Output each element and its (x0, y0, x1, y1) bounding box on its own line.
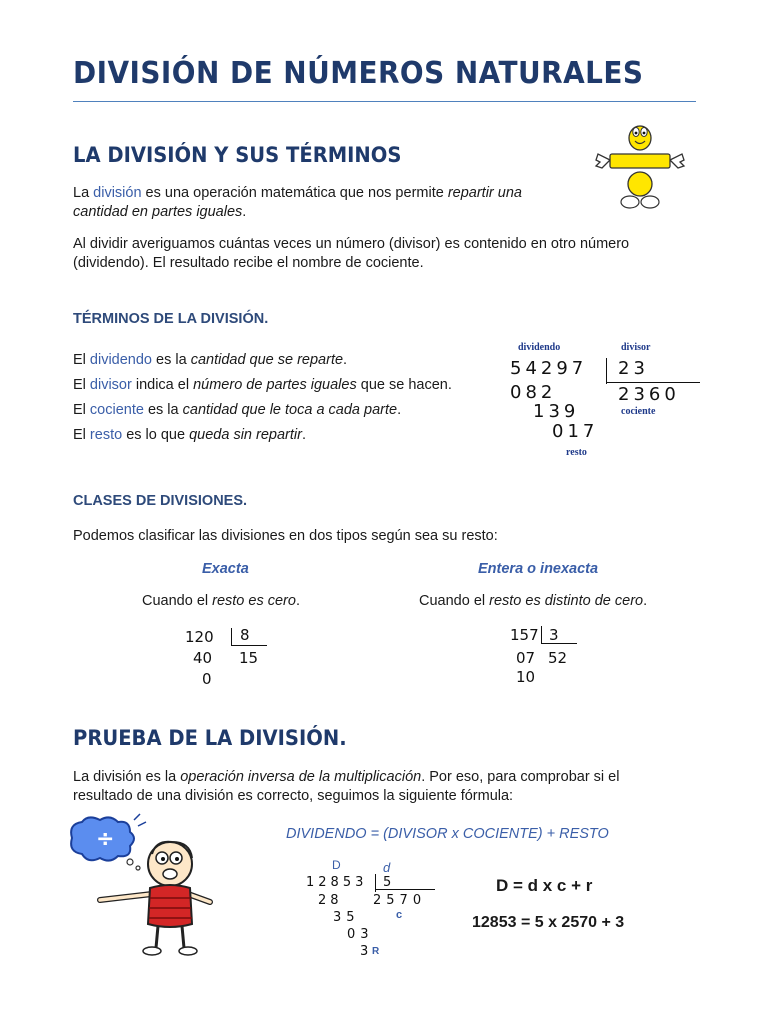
divisor-value: 5 (383, 875, 392, 890)
final-remainder: 3 (360, 944, 369, 959)
inexact-description (419, 592, 647, 611)
bracket-horizontal (541, 643, 577, 644)
label-divisor: divisor (621, 342, 651, 353)
dividend-value: 54297 (510, 358, 588, 379)
bracket-vertical (231, 628, 232, 646)
text-run-italic: repartir una (447, 185, 522, 201)
partial-remainder-1: 28 (318, 893, 343, 908)
text-run: es la (143, 402, 183, 418)
definition-paragraph (73, 184, 573, 222)
terms-list (73, 348, 452, 448)
bracket-horizontal (231, 645, 267, 646)
svg-text:÷: ÷ (96, 827, 115, 852)
inexact-title: Entera o inexacta (478, 561, 599, 577)
label-dividend: dividendo (518, 342, 561, 353)
term-definition: queda sin repartir (189, 427, 302, 443)
remainder-value: 0 (202, 670, 212, 688)
text-run: Cuando el (419, 593, 490, 609)
text-run: que se hacen. (356, 377, 452, 393)
quotient-value: 52 (548, 649, 568, 667)
text-run: El (73, 352, 90, 368)
numeric-formula: 12853 = 5 x 2570 + 3 (472, 914, 625, 931)
term-row-remainder (73, 423, 452, 448)
label-quotient: cociente (621, 406, 656, 417)
terms-heading: TÉRMINOS DE LA DIVISIÓN. (73, 311, 269, 327)
quotient-value: 2360 (618, 384, 680, 405)
term-label: cociente (89, 402, 144, 418)
text-run-italic: operación inversa de la multiplicación (180, 769, 422, 785)
dividend-value: 120 (185, 628, 214, 646)
classes-heading: CLASES DE DIVISIONES. (73, 493, 248, 509)
remainder-value: 10 (516, 668, 536, 686)
exact-division-example (183, 626, 283, 692)
text-run-italic: resto es cero (212, 593, 296, 609)
term-division: división (93, 185, 142, 201)
classes-intro: Podemos clasificar las divisiones en dos tipos según sea su resto: (73, 528, 498, 544)
text-line: resultado de una división es correcto, seguimos la siguiente fórmula: (73, 788, 514, 804)
explanation-paragraph (73, 235, 713, 273)
label-divisor: d (383, 860, 391, 875)
partial-remainder-1: 082 (510, 382, 557, 403)
partial-remainder-2: 139 (533, 401, 580, 422)
text-run: es lo que (122, 427, 190, 443)
text-run: El (73, 377, 90, 393)
text-run: . (397, 402, 402, 418)
section-heading-terms: LA DIVISIÓN Y SUS TÉRMINOS (73, 143, 402, 167)
text-run: . (643, 593, 648, 609)
bracket-vertical (606, 358, 607, 384)
text-line: Al dividir averiguamos cuántas veces un número (divisor) es contenido en otro número (73, 236, 630, 252)
division-mascot-icon (592, 120, 688, 214)
text-run: . (343, 352, 348, 368)
label-remainder: R (372, 946, 380, 957)
text-run-italic: resto es distinto de cero (489, 593, 644, 609)
term-label: divisor (89, 377, 132, 393)
divisor-value: 23 (618, 358, 649, 379)
partial-remainder: 40 (193, 649, 213, 667)
exact-description (142, 592, 300, 611)
proof-division-example (300, 858, 450, 962)
text-run: La (73, 185, 94, 201)
term-definition: número de partes iguales (193, 377, 357, 393)
quotient-value: 2570 (373, 893, 427, 908)
text-run: El (73, 427, 90, 443)
term-definition: cantidad que le toca a cada parte (182, 402, 398, 418)
proof-formula: DIVIDENDO = (DIVISOR x COCIENTE) + RESTO (286, 826, 609, 842)
section-heading-proof: PRUEBA DE LA DIVISIÓN. (73, 726, 347, 750)
text-line: (dividendo). El resultado recibe el nombre de cociente. (73, 255, 424, 271)
text-run: El (73, 402, 90, 418)
term-definition: cantidad que se reparte (190, 352, 344, 368)
title-divider (73, 101, 696, 102)
proof-paragraph (73, 768, 713, 806)
partial-remainder-2: 35 (333, 910, 360, 925)
label-quotient: c (396, 909, 403, 921)
text-run: . (242, 204, 247, 220)
text-run: . (301, 427, 306, 443)
text-run-italic: cantidad en partes iguales (73, 204, 243, 220)
term-row-dividend (73, 348, 452, 373)
text-run: . (295, 593, 300, 609)
text-run: es la (152, 352, 191, 368)
quotient-value: 15 (239, 649, 259, 667)
divisor-value: 8 (240, 626, 250, 644)
dividend-value: 12853 (306, 875, 368, 890)
dividend-value: 157 (510, 626, 539, 644)
label-remainder: resto (566, 447, 587, 458)
term-row-quotient (73, 398, 452, 423)
exact-title: Exacta (202, 561, 249, 577)
term-label: resto (89, 427, 123, 443)
inexact-division-example (508, 624, 608, 690)
text-run: . Por eso, para comprobar si el (421, 769, 620, 785)
divisor-value: 3 (549, 626, 559, 644)
partial-remainder-3: 03 (347, 927, 374, 942)
text-run: La división es la (73, 769, 181, 785)
text-run: Cuando el (142, 593, 213, 609)
partial-remainder: 07 (516, 649, 536, 667)
bracket-horizontal (606, 382, 700, 383)
text-run: es una operación matemática que nos permite (141, 185, 448, 201)
confused-character-icon (60, 812, 215, 960)
bracket-vertical (541, 626, 542, 644)
final-remainder: 017 (552, 421, 599, 442)
division-diagram (500, 338, 710, 463)
text-run: indica el (131, 377, 194, 393)
term-label: dividendo (89, 352, 152, 368)
page-title: DIVISIÓN DE NÚMEROS NATURALES (73, 56, 644, 91)
label-dividend: D (332, 858, 341, 872)
short-formula: D = d x c + r (496, 876, 593, 895)
term-row-divisor (73, 373, 452, 398)
